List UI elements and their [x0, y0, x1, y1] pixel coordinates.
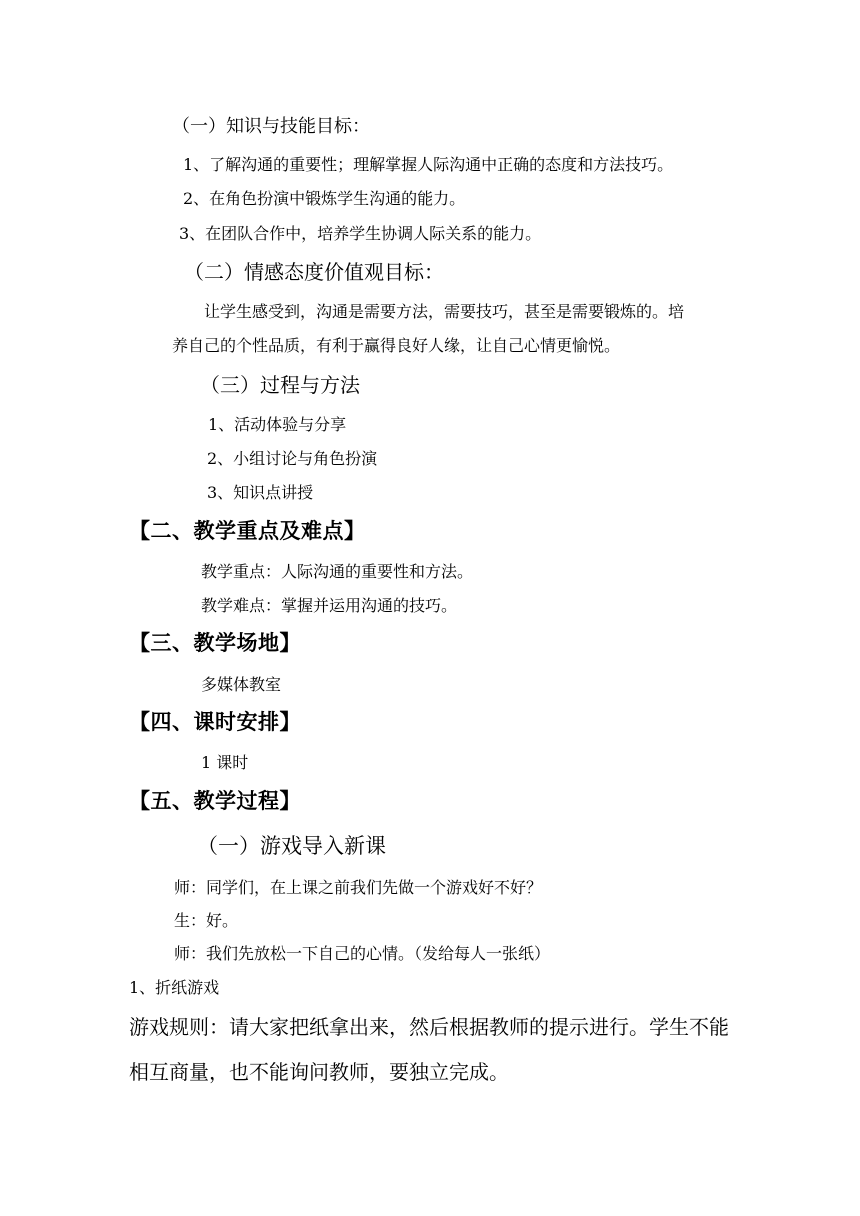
section-title-key-points: 【二、教学重点及难点】 — [129, 519, 366, 543]
key-point-text: 教学重点：人际沟通的重要性和方法。 — [201, 562, 474, 581]
schedule-text: 1 课时 — [201, 753, 249, 772]
section-title-schedule: 【四、课时安排】 — [129, 710, 301, 734]
difficulty-text: 教学难点：掌握并运用沟通的技巧。 — [201, 596, 458, 615]
dialogue-line-2: 生：好。 — [174, 911, 239, 930]
knowledge-item-2: 2、在角色扮演中锻炼学生沟通的能力。 — [183, 189, 466, 208]
knowledge-item-1: 1、了解沟通的重要性；理解掌握人际沟通中正确的态度和方法技巧。 — [183, 155, 674, 174]
objective-heading-knowledge: （一）知识与技能目标： — [172, 116, 370, 137]
attitude-paragraph-line-2: 养自己的个性品质，有利于赢得良好人缘，让自己心情更愉悦。 — [172, 336, 621, 355]
attitude-paragraph-line-1: 让学生感受到，沟通是需要方法，需要技巧，甚至是需要锻炼的。培 — [204, 302, 685, 321]
process-item-1: 1、活动体验与分享 — [208, 415, 347, 434]
knowledge-item-3: 3、在团队合作中，培养学生协调人际关系的能力。 — [179, 224, 542, 243]
section-title-venue: 【三、教学场地】 — [129, 631, 301, 655]
section-title-process: 【五、教学过程】 — [129, 789, 301, 813]
objective-heading-attitude: （二）情感态度价值观目标： — [184, 260, 444, 284]
game-rules-line-1: 游戏规则：请大家把纸拿出来，然后根据教师的提示进行。学生不能 — [129, 1015, 729, 1039]
process-item-2: 2、小组讨论与角色扮演 — [207, 449, 378, 468]
game-title: 1、折纸游戏 — [129, 978, 220, 997]
subheading-game-intro: （一）游戏导入新课 — [197, 834, 386, 858]
venue-text: 多媒体教室 — [201, 675, 282, 694]
dialogue-line-3: 师：我们先放松一下自己的心情。（发给每人一张纸） — [174, 944, 551, 963]
dialogue-line-1: 师：同学们，在上课之前我们先做一个游戏好不好？ — [174, 878, 543, 897]
objective-heading-process: （三）过程与方法 — [200, 373, 360, 397]
game-rules-line-2: 相互商量，也不能询问教师，要独立完成。 — [129, 1060, 509, 1084]
process-item-3: 3、知识点讲授 — [207, 483, 314, 502]
